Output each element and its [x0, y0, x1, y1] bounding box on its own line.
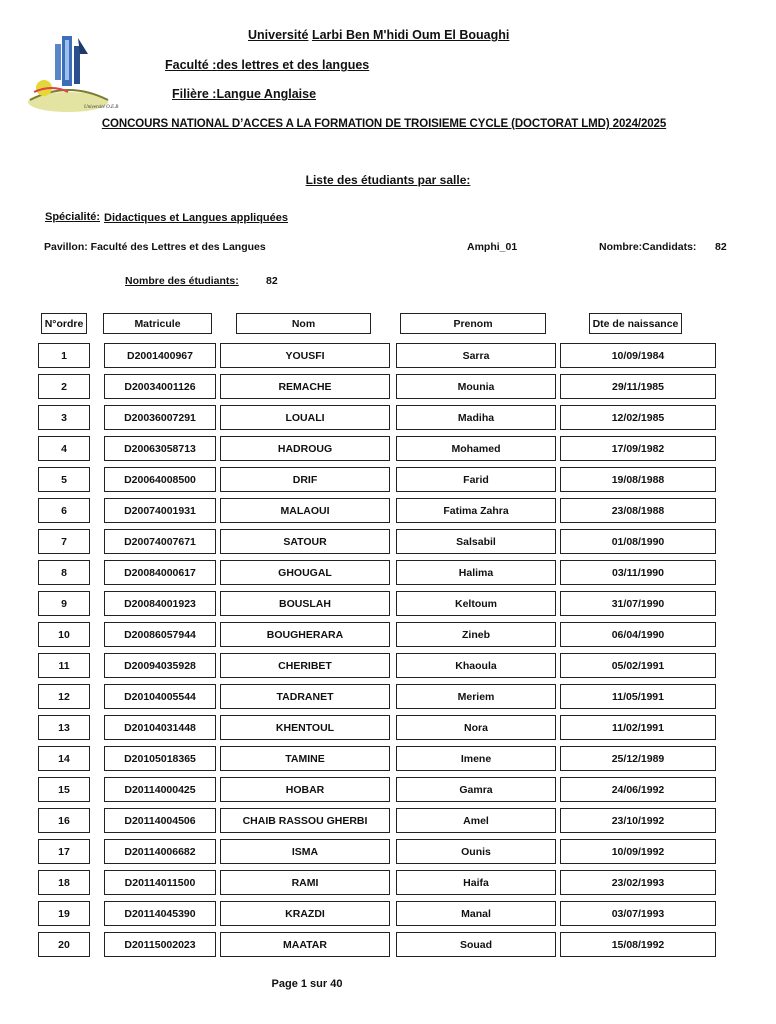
- ordre-cell: 5: [38, 467, 90, 492]
- nom-cell: KRAZDI: [220, 901, 390, 926]
- nom-cell: REMACHE: [220, 374, 390, 399]
- matricule-cell: D20104031448: [104, 715, 216, 740]
- concours-title: CONCOURS NATIONAL D’ACCES A LA FORMATION DE TROISIEME CYCLE (DOCTORAT LMD) 2024/2025: [101, 118, 667, 130]
- nom-cell: TAMINE: [220, 746, 390, 771]
- prenom-cell: Sarra: [396, 343, 556, 368]
- nom-cell: HADROUG: [220, 436, 390, 461]
- ordre-cell: 17: [38, 839, 90, 864]
- naissance-cell: 03/07/1993: [560, 901, 716, 926]
- prenom-cell: Ounis: [396, 839, 556, 864]
- prenom-cell: Zineb: [396, 622, 556, 647]
- matricule-cell: D2001400967: [104, 343, 216, 368]
- prenom-cell: Souad: [396, 932, 556, 957]
- table-row: [0, 591, 768, 622]
- naissance-cell: 31/07/1990: [560, 591, 716, 616]
- specialite-value: Didactiques et Langues appliquées: [104, 212, 288, 224]
- ordre-cell: 7: [38, 529, 90, 554]
- nom-cell: MAATAR: [220, 932, 390, 957]
- matricule-cell: D20114006682: [104, 839, 216, 864]
- nom-cell: MALAOUI: [220, 498, 390, 523]
- matricule-cell: D20074007671: [104, 529, 216, 554]
- naissance-cell: 23/10/1992: [560, 808, 716, 833]
- table-row: [0, 467, 768, 498]
- column-header-prenom: Prenom: [400, 313, 546, 334]
- faculty-value: des lettres et des langues: [216, 58, 370, 72]
- naissance-cell: 23/02/1993: [560, 870, 716, 895]
- amphi: Amphi_01: [467, 241, 518, 253]
- university-title: [248, 28, 509, 42]
- nom-cell: HOBAR: [220, 777, 390, 802]
- faculty-line: [165, 58, 369, 72]
- ordre-cell: 14: [38, 746, 90, 771]
- nombre-candidats-value: 82: [715, 241, 727, 253]
- ordre-cell: 6: [38, 498, 90, 523]
- ordre-cell: 3: [38, 405, 90, 430]
- ordre-cell: 13: [38, 715, 90, 740]
- nom-cell: DRIF: [220, 467, 390, 492]
- matricule-cell: D20084001923: [104, 591, 216, 616]
- naissance-cell: 01/08/1990: [560, 529, 716, 554]
- prenom-cell: Keltoum: [396, 591, 556, 616]
- logo-text: Université O.E.B: [84, 105, 119, 110]
- nombre-candidats-label: Nombre:Candidats:: [599, 241, 697, 253]
- pavillon: Pavillon: Faculté des Lettres et des Langues: [44, 241, 266, 253]
- faculty-label: Faculté :: [165, 58, 217, 72]
- prenom-cell: Farid: [396, 467, 556, 492]
- matricule-cell: D20115002023: [104, 932, 216, 957]
- table-row: [0, 436, 768, 467]
- table-row: [0, 560, 768, 591]
- matricule-cell: D20086057944: [104, 622, 216, 647]
- matricule-cell: D20114004506: [104, 808, 216, 833]
- table-row: [0, 684, 768, 715]
- prenom-cell: Khaoula: [396, 653, 556, 678]
- university-logo: [22, 30, 119, 116]
- prenom-cell: Imene: [396, 746, 556, 771]
- matricule-cell: D20114000425: [104, 777, 216, 802]
- matricule-cell: D20114011500: [104, 870, 216, 895]
- prenom-cell: Halima: [396, 560, 556, 585]
- table-row: [0, 622, 768, 653]
- nom-cell: SATOUR: [220, 529, 390, 554]
- table-row: [0, 808, 768, 839]
- ordre-cell: 8: [38, 560, 90, 585]
- ordre-cell: 10: [38, 622, 90, 647]
- naissance-cell: 15/08/1992: [560, 932, 716, 957]
- ordre-cell: 9: [38, 591, 90, 616]
- matricule-cell: D20074001931: [104, 498, 216, 523]
- table-row: [0, 901, 768, 932]
- nombre-etudiants-label: Nombre des étudiants:: [125, 275, 239, 287]
- table-row: [0, 777, 768, 808]
- matricule-cell: D20114045390: [104, 901, 216, 926]
- ordre-cell: 1: [38, 343, 90, 368]
- university-name: Larbi Ben M'hidi Oum El Bouaghi: [311, 28, 510, 42]
- nom-cell: CHERIBET: [220, 653, 390, 678]
- column-header-ordre: N°ordre: [41, 313, 87, 334]
- ordre-cell: 11: [38, 653, 90, 678]
- ordre-cell: 16: [38, 808, 90, 833]
- table-row: [0, 343, 768, 374]
- prenom-cell: Gamra: [396, 777, 556, 802]
- filiere-label: Filière :: [172, 87, 217, 101]
- page-number: Page 1 sur 40: [271, 978, 343, 990]
- naissance-cell: 12/02/1985: [560, 405, 716, 430]
- naissance-cell: 19/08/1988: [560, 467, 716, 492]
- ordre-cell: 4: [38, 436, 90, 461]
- nombre-etudiants-value: 82: [266, 275, 278, 287]
- column-header-matricule: Matricule: [103, 313, 212, 334]
- page-title: Liste des étudiants par salle:: [305, 173, 471, 187]
- nom-cell: GHOUGAL: [220, 560, 390, 585]
- table-row: [0, 498, 768, 529]
- matricule-cell: D20063058713: [104, 436, 216, 461]
- matricule-cell: D20105018365: [104, 746, 216, 771]
- nom-cell: YOUSFI: [220, 343, 390, 368]
- matricule-cell: D20036007291: [104, 405, 216, 430]
- prenom-cell: Haifa: [396, 870, 556, 895]
- matricule-cell: D20094035928: [104, 653, 216, 678]
- nom-cell: KHENTOUL: [220, 715, 390, 740]
- prenom-cell: Salsabil: [396, 529, 556, 554]
- naissance-cell: 11/02/1991: [560, 715, 716, 740]
- naissance-cell: 11/05/1991: [560, 684, 716, 709]
- column-header-nom: Nom: [236, 313, 371, 334]
- specialite-label: Spécialité:: [45, 211, 101, 223]
- ordre-cell: 19: [38, 901, 90, 926]
- ordre-cell: 18: [38, 870, 90, 895]
- student-table: [0, 343, 768, 963]
- naissance-cell: 05/02/1991: [560, 653, 716, 678]
- table-row: [0, 653, 768, 684]
- nom-cell: BOUSLAH: [220, 591, 390, 616]
- naissance-cell: 06/04/1990: [560, 622, 716, 647]
- table-row: [0, 529, 768, 560]
- nom-cell: LOUALI: [220, 405, 390, 430]
- prenom-cell: Amel: [396, 808, 556, 833]
- table-row: [0, 746, 768, 777]
- table-row: [0, 374, 768, 405]
- nom-cell: ISMA: [220, 839, 390, 864]
- naissance-cell: 29/11/1985: [560, 374, 716, 399]
- table-row: [0, 715, 768, 746]
- column-header-naissance: Dte de naissance: [589, 313, 682, 334]
- ordre-cell: 20: [38, 932, 90, 957]
- naissance-cell: 17/09/1982: [560, 436, 716, 461]
- naissance-cell: 10/09/1992: [560, 839, 716, 864]
- prenom-cell: Mounia: [396, 374, 556, 399]
- matricule-cell: D20034001126: [104, 374, 216, 399]
- prenom-cell: Madiha: [396, 405, 556, 430]
- naissance-cell: 25/12/1989: [560, 746, 716, 771]
- naissance-cell: 10/09/1984: [560, 343, 716, 368]
- prenom-cell: Meriem: [396, 684, 556, 709]
- nom-cell: RAMI: [220, 870, 390, 895]
- filiere-value: Langue Anglaise: [216, 87, 317, 101]
- naissance-cell: 23/08/1988: [560, 498, 716, 523]
- ordre-cell: 12: [38, 684, 90, 709]
- ordre-cell: 2: [38, 374, 90, 399]
- prenom-cell: Manal: [396, 901, 556, 926]
- nom-cell: TADRANET: [220, 684, 390, 709]
- nom-cell: BOUGHERARA: [220, 622, 390, 647]
- prenom-cell: Fatima Zahra: [396, 498, 556, 523]
- university-prefix: Université: [248, 28, 309, 42]
- prenom-cell: Nora: [396, 715, 556, 740]
- table-row: [0, 405, 768, 436]
- prenom-cell: Mohamed: [396, 436, 556, 461]
- filiere-line: [172, 87, 316, 101]
- nom-cell: CHAIB RASSOU GHERBI: [220, 808, 390, 833]
- naissance-cell: 24/06/1992: [560, 777, 716, 802]
- ordre-cell: 15: [38, 777, 90, 802]
- matricule-cell: D20084000617: [104, 560, 216, 585]
- table-row: [0, 839, 768, 870]
- table-row: [0, 932, 768, 963]
- matricule-cell: D20104005544: [104, 684, 216, 709]
- table-row: [0, 870, 768, 901]
- matricule-cell: D20064008500: [104, 467, 216, 492]
- naissance-cell: 03/11/1990: [560, 560, 716, 585]
